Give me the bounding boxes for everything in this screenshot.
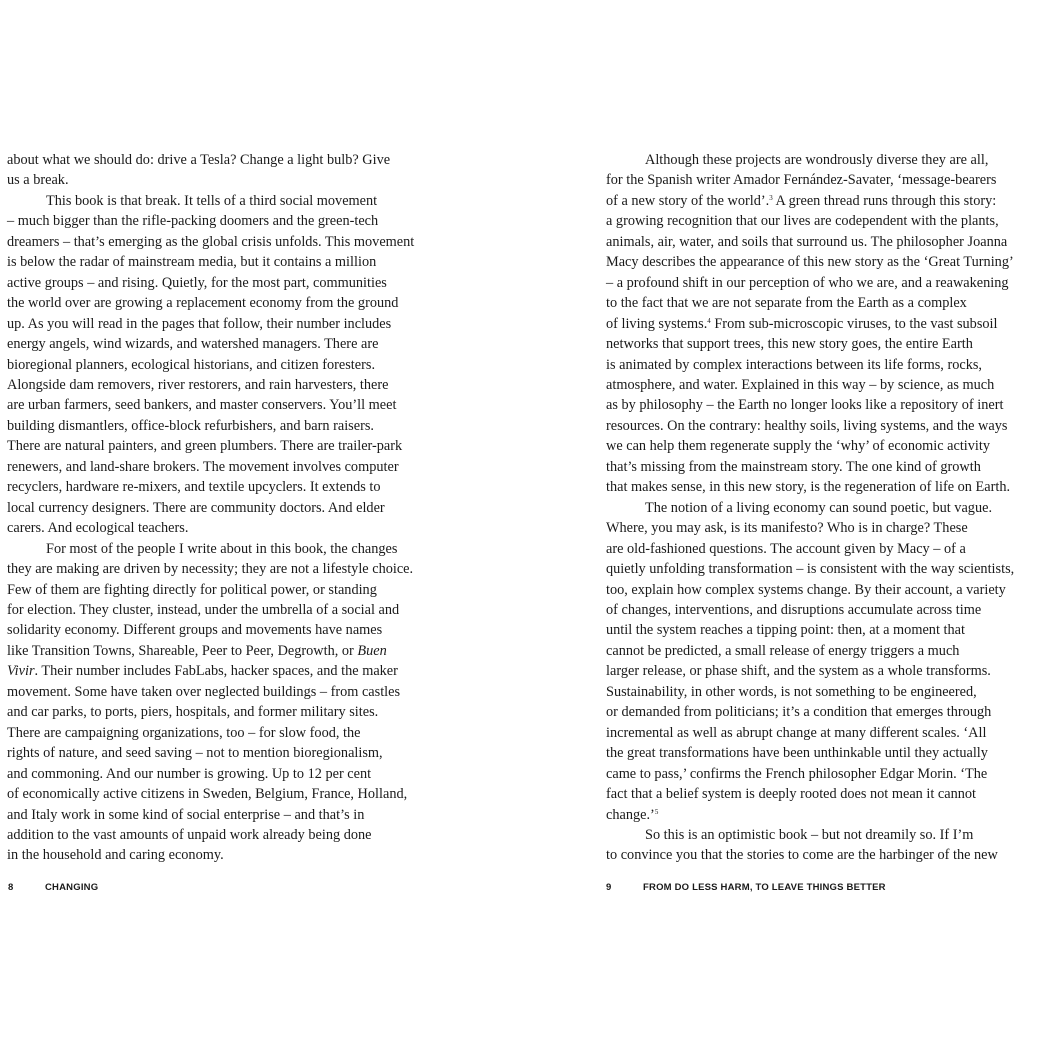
footnote-marker: 3 (769, 193, 773, 202)
line-text: So this is an optimistic book – but not dreamily so. If I’m (645, 826, 974, 843)
text-line (7, 150, 447, 170)
line-text: like Transition Towns, Shareable, Peer to Peer, Degrowth, or (7, 642, 358, 659)
line-text: This book is that break. It tells of a third social movement (46, 192, 378, 209)
text-line (606, 805, 1040, 825)
line-text: is below the radar of mainstream media, but it contains a million (7, 254, 377, 271)
text-line (606, 191, 1040, 211)
text-line (7, 784, 447, 804)
text-line (7, 498, 447, 518)
line-text: and commoning. And our number is growing. Up to 12 per cent (7, 765, 372, 782)
text-line (7, 539, 447, 559)
line-text: Although these projects are wondrously diverse they are all, (645, 152, 989, 168)
text-line (7, 375, 447, 395)
italic-text: Vivir (7, 663, 35, 680)
line-text: fact that a belief system is deeply rooted does not mean it cannot (606, 786, 977, 803)
line-text: animals, air, water, and soils that surround us. The philosopher Joanna (606, 233, 1008, 250)
line-text: to convince you that the stories to come are the harbinger of the new (606, 847, 998, 864)
line-text: change.’ (606, 806, 655, 823)
text-line (606, 518, 1040, 538)
text-line (606, 539, 1040, 559)
text-line (7, 211, 447, 231)
text-line (606, 620, 1040, 640)
line-text: energy angels, wind wizards, and watershed managers. There are (7, 336, 379, 353)
line-text: recyclers, hardware re-mixers, and textile upcyclers. It extends to (7, 479, 381, 496)
text-line (606, 600, 1040, 620)
text-line (7, 252, 447, 272)
line-text: – much bigger than the rifle-packing doomers and the green-tech (7, 213, 379, 230)
text-line (7, 682, 447, 702)
text-line (606, 436, 1040, 456)
text-line (606, 559, 1040, 579)
line-text: – a profound shift in our perception of who we are, and a reawakening (606, 274, 1009, 291)
line-text: There are natural painters, and green plumbers. There are trailer-park (7, 438, 403, 455)
line-text: of economically active citizens in Sweden, Belgium, France, Holland, (7, 786, 408, 803)
line-text: and car parks, to ports, piers, hospitals, and former military sites. (7, 704, 379, 721)
text-line (7, 641, 447, 661)
text-line (606, 641, 1040, 661)
text-line (7, 743, 447, 763)
text-line (606, 375, 1040, 395)
line-text: For most of the people I write about in this book, the changes (46, 540, 398, 557)
line-text: building dismantlers, office-block refurbishers, and barn raisers. (7, 417, 374, 434)
line-text: bioregional planners, ecological historians, and citizen foresters. (7, 356, 376, 373)
text-line (7, 395, 447, 415)
text-line (606, 334, 1040, 354)
line-text: are urban farmers, seed bankers, and master conservers. You’ll meet (7, 397, 397, 414)
line-text: the great transformations have been unthinkable until they actually (606, 745, 988, 762)
text-line (606, 355, 1040, 375)
line-text: we can help them regenerate supply the ‘why’ of economic activity (606, 438, 991, 455)
right-page-number: 9 (606, 882, 612, 893)
line-text: that makes sense, in this new story, is the regeneration of life on Earth. (606, 479, 1011, 496)
line-text: of changes, interventions, and disruptions accumulate across time (606, 601, 982, 618)
line-text: From sub-microscopic viruses, to the vast subsoil (710, 315, 998, 332)
text-line (606, 211, 1040, 231)
right-page-body (606, 150, 1040, 866)
text-line (7, 273, 447, 293)
text-line (606, 252, 1040, 272)
line-text: solidarity economy. Different groups and movements have names (7, 622, 383, 639)
footnote-marker: 4 (707, 316, 711, 325)
text-line (7, 518, 447, 538)
text-line (606, 416, 1040, 436)
line-text: of a new story of the world’. (606, 192, 770, 209)
text-line (7, 661, 447, 681)
line-text: networks that support trees, this new story goes, the entire Earth (606, 336, 973, 353)
line-text: A green thread runs through this story: (772, 192, 997, 209)
line-text: as by philosophy – the Earth no longer looks like a repository of inert (606, 397, 1004, 414)
line-text: atmosphere, and water. Explained in this way – by science, as much (606, 376, 995, 393)
line-text: that’s missing from the mainstream story. The one kind of growth (606, 458, 981, 475)
line-text: Sustainability, in other words, is not something to be engineered, (606, 683, 977, 700)
line-text: active groups – and rising. Quietly, for the most part, communities (7, 274, 387, 291)
line-text: too, explain how complex systems change. By their account, a variety (606, 581, 1006, 598)
right-page (606, 150, 1040, 866)
line-text: movement. Some have taken over neglected buildings – from castles (7, 683, 401, 700)
line-text: a growing recognition that our lives are codependent with the plants, (606, 213, 999, 230)
line-text: There are campaigning organizations, too – for slow food, the (7, 724, 361, 741)
text-line (7, 723, 447, 743)
line-text: of living systems. (606, 315, 708, 332)
text-line (606, 702, 1040, 722)
line-text: for the Spanish writer Amador Fernández-Savater, ‘message-bearers (606, 172, 997, 189)
text-line (7, 293, 447, 313)
text-line (606, 150, 1040, 170)
text-line (606, 273, 1040, 293)
line-text: the world over are growing a replacement economy from the ground (7, 295, 399, 312)
text-line (7, 457, 447, 477)
left-page-number: 8 (8, 882, 14, 893)
text-line (606, 395, 1040, 415)
text-line (7, 702, 447, 722)
line-text: up. As you will read in the pages that follow, their number includes (7, 315, 392, 332)
text-line (606, 845, 1040, 865)
text-line (606, 498, 1040, 518)
text-line (7, 232, 447, 252)
text-line (7, 600, 447, 620)
line-text: to the fact that we are not separate from the Earth as a complex (606, 295, 967, 312)
line-text: in the household and caring economy. (7, 847, 224, 864)
text-line (7, 355, 447, 375)
line-text: resources. On the contrary: healthy soils, living systems, and the ways (606, 417, 1008, 434)
right-page-footer (606, 882, 886, 893)
text-line (606, 743, 1040, 763)
line-text: or demanded from politicians; it’s a condition that emerges through (606, 704, 992, 721)
line-text: dreamers – that’s emerging as the global crisis unfolds. This movement (7, 233, 415, 250)
italic-text: Buen (357, 642, 387, 659)
line-text: renewers, and land-share brokers. The movement involves computer (7, 458, 399, 475)
footnote-marker: 5 (654, 807, 659, 816)
line-text: are old-fashioned questions. The account given by Macy – of a (606, 540, 966, 557)
line-text: carers. And ecological teachers. (7, 520, 189, 537)
text-line (7, 170, 447, 190)
line-text: The notion of a living economy can sound poetic, but vague. (645, 499, 993, 516)
text-line (7, 580, 447, 600)
text-line (606, 825, 1040, 845)
text-line (7, 559, 447, 579)
text-line (7, 436, 447, 456)
text-line (7, 314, 447, 334)
left-page (7, 150, 447, 866)
line-text: for election. They cluster, instead, under the umbrella of a social and (7, 601, 400, 618)
line-text: Few of them are fighting directly for political power, or standing (7, 581, 377, 598)
text-line (606, 293, 1040, 313)
text-line (7, 805, 447, 825)
text-line (7, 764, 447, 784)
text-line (606, 457, 1040, 477)
line-text: incremental as well as abrupt change at many different scales. ‘All (606, 724, 987, 741)
line-text: and Italy work in some kind of social enterprise – and that’s in (7, 806, 365, 823)
left-running-title: CHANGING (45, 882, 99, 893)
line-text: Where, you may ask, is its manifesto? Who is in charge? These (606, 520, 968, 537)
left-page-body (7, 150, 447, 866)
text-line (606, 723, 1040, 743)
line-text: Alongside dam removers, river restorers, and rain harvesters, there (7, 376, 389, 393)
line-text: us a break. (7, 172, 69, 189)
text-line (7, 191, 447, 211)
text-line (606, 784, 1040, 804)
text-line (7, 477, 447, 497)
line-text: came to pass,’ confirms the French philosopher Edgar Morin. ‘The (606, 765, 988, 782)
text-line (7, 825, 447, 845)
text-line (606, 764, 1040, 784)
line-text: is animated by complex interactions between its life forms, rocks, (606, 356, 982, 373)
line-text: about what we should do: drive a Tesla? Change a light bulb? Give (7, 152, 391, 168)
text-line (7, 845, 447, 865)
text-line (606, 314, 1040, 334)
text-line (606, 661, 1040, 681)
line-text: Macy describes the appearance of this new story as the ‘Great Turning’ (606, 254, 1014, 271)
line-text: larger release, or phase shift, and the system as a whole transforms. (606, 663, 991, 680)
text-line (7, 334, 447, 354)
line-text: addition to the vast amounts of unpaid work already being done (7, 826, 372, 843)
text-line (606, 682, 1040, 702)
text-line (606, 232, 1040, 252)
text-line (606, 477, 1040, 497)
text-line (7, 620, 447, 640)
line-text: rights of nature, and seed saving – not to mention bioregionalism, (7, 745, 383, 762)
line-text: quietly unfolding transformation – is consistent with the way scientists, (606, 561, 1015, 578)
line-text: cannot be predicted, a small release of energy triggers a much (606, 642, 960, 659)
line-text: they are making are driven by necessity; they are not a lifestyle choice. (7, 561, 414, 578)
line-text: . Their number includes FabLabs, hacker spaces, and the maker (34, 663, 398, 680)
left-page-footer (8, 882, 98, 893)
text-line (606, 580, 1040, 600)
line-text: until the system reaches a tipping point: then, at a moment that (606, 622, 965, 639)
right-running-title: FROM DO LESS HARM, TO LEAVE THINGS BETTER (643, 882, 886, 893)
line-text: local currency designers. There are community doctors. And elder (7, 499, 385, 516)
text-line (7, 416, 447, 436)
text-line (606, 170, 1040, 190)
